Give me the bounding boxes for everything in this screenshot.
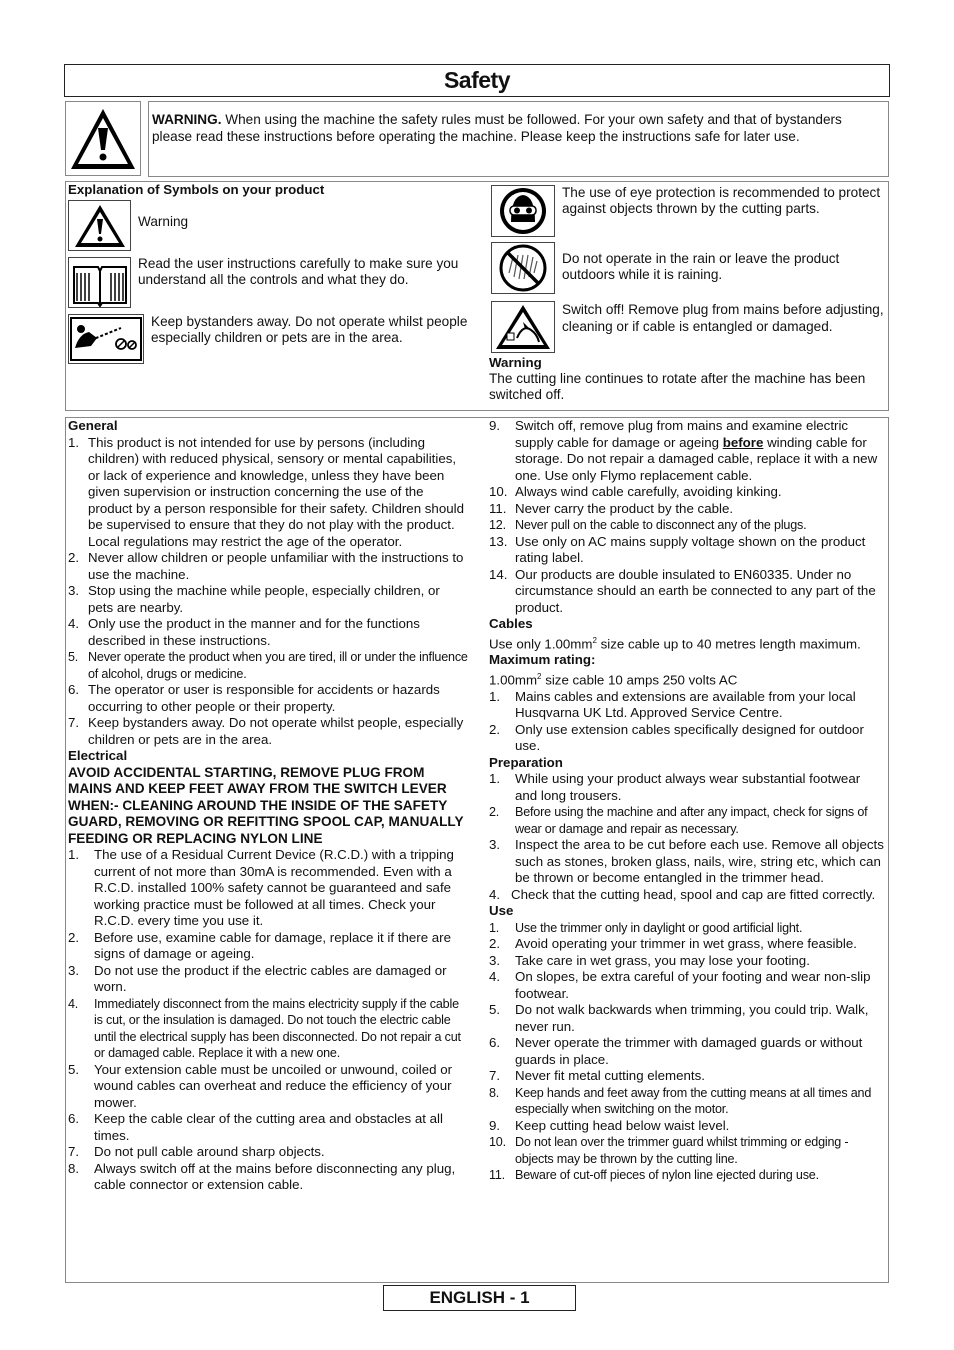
list-item: 6. The operator or user is responsible for accidents or hazards occurring to other people or their property. [68, 682, 440, 714]
list-item: 5. Your extension cable must be uncoiled or unwound, coiled or wound cables can overheat and reduce the efficiency of your mower. [68, 1061, 453, 1110]
warning-banner [148, 101, 889, 177]
list-item: 5. Never operate the product when you are tired, ill or under the influence of alcohol, drugs or medicine. [68, 650, 468, 681]
list-item: 2. Never allow children or people unfamiliar with the instructions to use the machine. [68, 550, 464, 582]
symbols-heading: Explanation of Symbols on your product [68, 182, 325, 197]
list-item: 8. Keep hands and feet away from the cutting means at all times and especially when switching on the motor. [489, 1085, 872, 1117]
list-item: 5. Do not walk backwards when trimming, you could trip. Walk, never run. [489, 1002, 869, 1034]
general-heading: General [68, 418, 118, 433]
eye-protection-icon [493, 186, 553, 236]
page-title: Safety [443, 67, 511, 93]
list-item: 1. Mains cables and extensions are available from your local Husqvarna UK Ltd. Approved Service Centre. [489, 688, 856, 721]
list-item: 2. Before use, examine cable for damage, replace it if there are signs of damage or ageing. [68, 929, 451, 961]
symbol-no-rain-text: Do not operate in the rain or leave the product outdoors while it is raining. [562, 251, 840, 283]
list-item: 14. Our products are double insulated to EN60335. Under no circumstance should an earth be connected to any part of the product. [489, 566, 876, 615]
list-item: 1. This product is not intended for use by persons (including children) with reduced physical, sensory or mental capabilities, or lack of experience and knowledge, unless they have been given supervision or instruction concerning the use of the product by a person responsible for their safety. Children should be supervised to ensure that they do not play with the product. Local regulations may restrict the age of the operator. [68, 434, 464, 549]
warning-label: WARNING. [152, 112, 222, 127]
symbol-bystanders [68, 314, 144, 364]
list-item: 1. The use of a Residual Current Device (R.C.D.) with a tripping current of not more than 30mA is recommended. Even with a R.C.D. installed 100% safety cannot be guaranteed and safe working practice must be followed at all times. Check your R.C.D. every time you use it. [68, 847, 454, 928]
list-item: 7. Do not pull cable around sharp objects. [68, 1144, 325, 1159]
cables-heading: Cables [489, 616, 533, 631]
list-item: 10. Do not lean over the trimmer guard whilst trimming or edging - objects may be thrown by the cutting line. [489, 1135, 849, 1166]
symbol-warning [68, 200, 131, 251]
list-item: 1. While using your product always wear substantial footwear and long trousers. [489, 771, 861, 803]
list-item: 11. Never carry the product by the cable. [489, 500, 734, 516]
symbol-eye-protection [491, 185, 555, 237]
list-item: 1. Use the trimmer only in daylight or good artificial light. [489, 920, 803, 935]
cables-text: Use only $1.00mm^2$ size cable up to 40 metres length maximum. [489, 635, 861, 651]
symbol-eye-protection-text: The use of eye protection is recommended to protect against objects thrown by the cutting parts. [562, 185, 881, 217]
symbol-bystanders-text: Keep bystanders away. Do not operate whilst people especially children or pets are in the area. [151, 314, 468, 346]
instruction-book-icon [70, 259, 130, 307]
electrical-caution: AVOID ACCIDENTAL STARTING, REMOVE PLUG FROM MAINS AND KEEP FEET AWAY FROM THE SWITCH LEVER WHEN:- CLEANING AROUND THE INSIDE OF THE SAFETY GUARD, REMOVING OR REFITTING SPOOL CAP, MANUALLY FEEDING OR REPLACING NYLON LINE [68, 764, 464, 846]
rotation-warning-text: The cutting line continues to rotate after the machine has been switched off. [489, 371, 866, 403]
symbol-unplug [491, 301, 555, 353]
warning-banner-icon-box [65, 101, 141, 176]
page-title-box [64, 64, 890, 97]
list-item: 2. Before using the machine and after any impact, check for signs of wear or damage and repair as necessary. [489, 805, 868, 836]
list-item: 9. Switch off, remove plug from mains and examine electric supply cable for damage or ageing before winding cable for storage. Do not repair a damaged cable, replace it with a new one. Use only Flymo replacement cable. [489, 418, 878, 483]
symbol-read-instructions [68, 257, 131, 308]
before-emphasis: before [722, 434, 764, 450]
right-column [489, 418, 885, 1184]
no-rain-icon [493, 243, 553, 293]
max-rating-text: $1.00mm^2$ size cable 10 amps 250 volts AC [489, 671, 738, 688]
list-item: 2. Only use extension cables specifically designed for outdoor use. [489, 721, 864, 754]
list-item: 4. Check that the cutting head, spool and cap are fitted correctly. [489, 886, 876, 902]
list-item: 3. Do not use the product if the electric cables are damaged or worn. [68, 962, 447, 994]
warning-triangle-icon [66, 102, 140, 175]
left-column [68, 418, 468, 1194]
bystanders-away-icon [69, 316, 143, 362]
page-footer [383, 1285, 576, 1311]
warning-triangle-icon [71, 202, 129, 250]
list-item: 2. Avoid operating your trimmer in wet grass, where feasible. [489, 936, 857, 952]
list-item: 9. Keep cutting head below waist level. [489, 1117, 730, 1133]
list-item: 4. On slopes, be extra careful of your footing and wear non-slip footwear. [489, 969, 871, 1001]
list-item: 4. Only use the product in the manner and for the functions described in these instructions. [68, 616, 420, 648]
list-item: 6. Keep the cable clear of the cutting area and obstacles at all times. [68, 1111, 443, 1143]
warning-text: When using the machine the safety rules must be followed. For your own safety and that of bystanders please read these instructions before operating the machine. Please keep the instructions safe for later use. [152, 112, 842, 144]
list-item: 13. Use only on AC mains supply voltage shown on the product rating label. [489, 533, 866, 565]
list-item: 3. Inspect the area to be cut before each use. Remove all objects such as stones, broken glass, nails, wire, string etc, which can be thrown or become entangled in the trimmer head. [489, 837, 884, 886]
rotation-warning-heading: Warning [489, 355, 542, 370]
page-number: ENGLISH - 1 [429, 1288, 530, 1307]
list-item: 7. Never fit metal cutting elements. [489, 1068, 705, 1084]
list-item: 3. Stop using the machine while people, especially children, or pets are nearby. [68, 583, 440, 615]
symbol-read-instructions-text: Read the user instructions carefully to make sure you understand all the controls and what they do. [138, 256, 459, 288]
list-item: 11. Beware of cut-off pieces of nylon line ejected during use. [489, 1168, 819, 1183]
list-item: 10. Always wind cable carefully, avoiding kinking. [489, 484, 782, 499]
list-item: 12. Never pull on the cable to disconnect any of the plugs. [489, 518, 807, 532]
list-item: 7. Keep bystanders away. Do not operate whilst people, especially children or pets are in the area. [68, 715, 464, 747]
symbol-unplug-text: Switch off! Remove plug from mains before adjusting, cleaning or if cable is entangled or damaged. [562, 302, 884, 334]
list-item: 4. Immediately disconnect from the mains electricity supply if the cable is cut, or the insulation is damaged. Do not touch the electric cable until the electrical supply has been disconnected. Do not repair a cut or damaged cable. Replace it with a new one. [68, 996, 461, 1060]
max-rating-heading: Maximum rating: [489, 652, 596, 668]
use-heading: Use [489, 903, 514, 919]
list-item: 6. Never operate the trimmer with damaged guards or without guards in place. [489, 1035, 863, 1067]
preparation-heading: Preparation [489, 754, 563, 770]
symbol-warning-text: Warning [138, 214, 189, 229]
unplug-warning-icon [493, 302, 553, 352]
list-item: 3. Take care in wet grass, you may lose your footing. [489, 952, 810, 968]
symbol-no-rain [491, 242, 555, 294]
list-item: 8. Always switch off at the mains before disconnecting any plug, cable connector or extension cable. [68, 1160, 456, 1192]
electrical-heading: Electrical [68, 748, 128, 763]
